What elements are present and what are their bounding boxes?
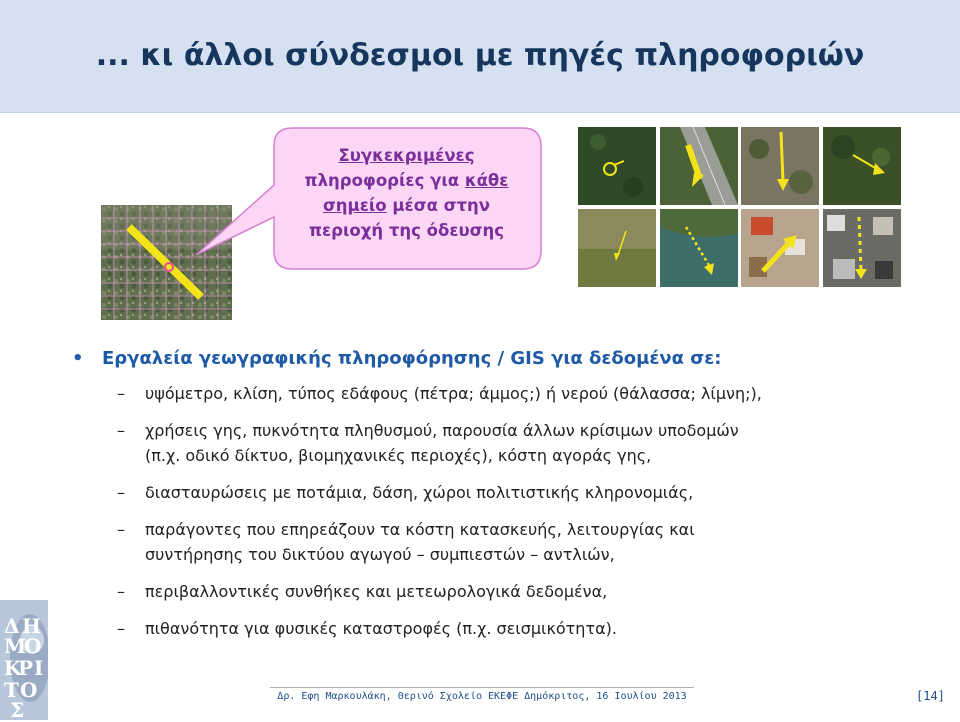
sub-bullet <box>72 381 932 406</box>
sub-bullet-line: πιθανότητα για φυσικές καταστροφές (π.χ. σεισμικότητα). <box>145 619 617 638</box>
sub-bullet-line: διασταυρώσεις με ποτάμια, δάση, χώροι πολιτιστικής κληρονομιάς, <box>145 483 694 502</box>
slide-title: ... κι άλλοι σύνδεσμοι με πηγές πληροφοριών <box>95 38 865 73</box>
aerial-tile <box>578 209 656 287</box>
dash-icon: – <box>117 483 125 502</box>
aerial-tile <box>660 127 738 205</box>
dash-icon: – <box>117 421 125 440</box>
dash-icon: – <box>117 582 125 601</box>
aerial-tile <box>823 127 901 205</box>
aerial-tile <box>741 127 819 205</box>
aerial-tile <box>741 209 819 287</box>
aerial-tile <box>823 209 901 287</box>
aerial-tile <box>578 127 656 205</box>
callout-word: μέσα στην <box>386 196 491 215</box>
logo-letter: Ο <box>24 634 42 658</box>
sub-bullet <box>72 517 932 567</box>
logo-letter: Μ <box>4 634 27 658</box>
logo-letter: Ρ <box>18 656 34 680</box>
sub-bullet <box>72 579 932 604</box>
dash-icon: – <box>117 384 125 403</box>
dash-icon: – <box>117 619 125 638</box>
logo-letter: Τ <box>4 678 19 702</box>
callout-word: περιοχή της όδευσης <box>308 221 505 240</box>
callout-word: σημείο <box>322 196 387 215</box>
bullet-main <box>72 348 932 369</box>
title-bar <box>0 0 960 113</box>
sub-bullet <box>72 418 932 468</box>
logo-letter: Δ <box>4 614 20 638</box>
sub-bullet <box>72 616 932 641</box>
sub-bullet-line: υψόμετρο, κλίση, τύπος εδάφους (πέτρα; άμμος;) ή νερού (θάλασσα; λίμνη;), <box>145 384 762 403</box>
sub-bullet-line: παράγοντες που επηρεάζουν τα κόστη κατασκευής, λειτουργίας και <box>145 520 695 539</box>
logo-letter: Σ <box>10 698 25 722</box>
democritus-logo <box>0 600 48 720</box>
callout-word: πληροφορίες για <box>304 171 465 190</box>
sub-bullet-line: χρήσεις γης, πυκνότητα πληθυσμού, παρουσία άλλων κρίσιμων υποδομών <box>145 421 739 440</box>
sub-bullet-line: συντήρησης του δικτύου αγωγού – συμπιεστών – αντλιών, <box>145 545 615 564</box>
dash-icon: – <box>117 520 125 539</box>
sub-bullet-line: περιβαλλοντικές συνθήκες και μετεωρολογικά δεδομένα, <box>145 582 608 601</box>
callout-word: Συγκεκριμένες <box>338 146 475 165</box>
page-number: [14] <box>916 689 945 703</box>
logo-letter: Κ <box>4 656 22 680</box>
logo-letter: Η <box>22 614 41 638</box>
bullet-dot-icon: • <box>72 348 84 369</box>
callout-word: κάθε <box>464 171 509 190</box>
sub-bullet-line: (π.χ. οδικό δίκτυο, βιομηχανικές περιοχές), κόστη αγοράς γης, <box>145 446 652 465</box>
footer-text: Δρ. Εφη Μαρκουλάκη, Θερινό Σχολείο ΕΚΕΦΕ Δημόκριτος, 16 Ιουλίου 2013 <box>270 687 694 702</box>
aerial-tiles-grid <box>578 127 901 287</box>
bullet-main-text: Εργαλεία γεωγραφικής πληροφόρησης / GIS για δεδομένα σε: <box>102 348 722 369</box>
logo-letter: Ο <box>20 678 38 702</box>
content-bullets <box>72 348 932 641</box>
aerial-tile <box>660 209 738 287</box>
logo-letter: Ι <box>34 656 44 680</box>
callout-bubble <box>271 127 542 270</box>
sub-bullet <box>72 480 932 505</box>
callout-text <box>285 143 528 243</box>
